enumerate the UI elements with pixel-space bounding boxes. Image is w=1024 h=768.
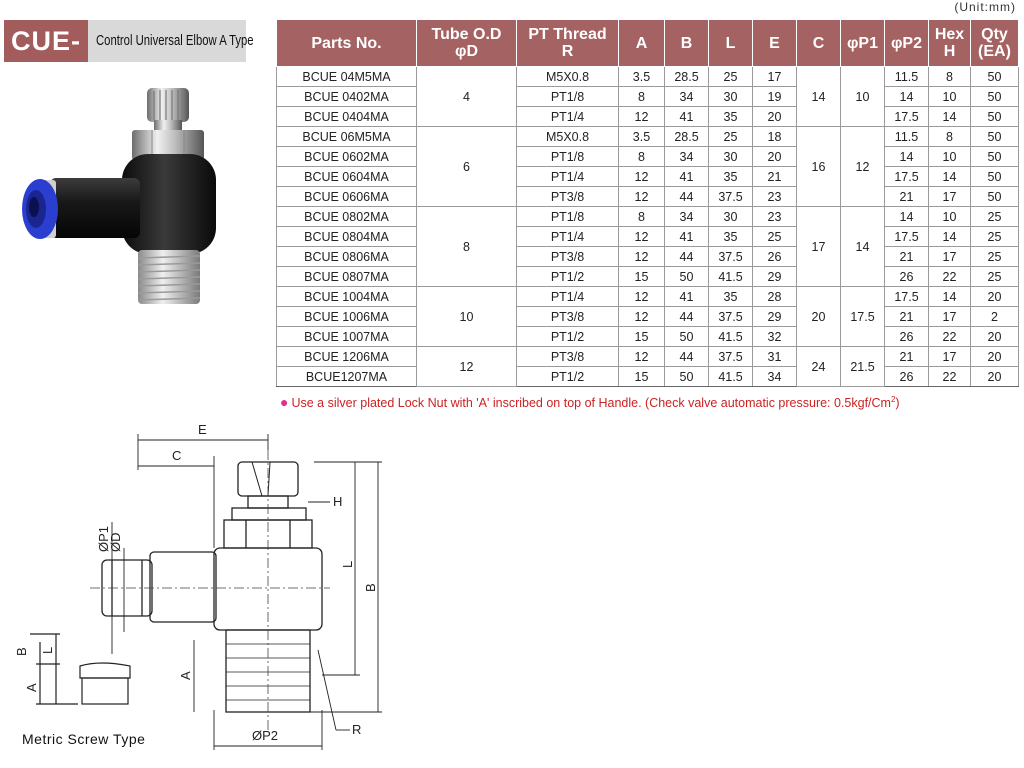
table-row	[277, 207, 1019, 227]
dim-p2-cell: 14	[885, 87, 929, 107]
thread-cell: M5X0.8	[517, 67, 619, 87]
qty-cell: 20	[971, 347, 1019, 367]
part-number-cell: BCUE 1206MA	[277, 347, 417, 367]
dim-e-cell: 19	[753, 87, 797, 107]
dim-a-cell: 12	[619, 287, 665, 307]
dim-b-cell: 28.5	[665, 67, 709, 87]
hex-cell: 22	[929, 367, 971, 387]
qty-cell: 50	[971, 127, 1019, 147]
thread-cell: PT1/2	[517, 267, 619, 287]
dim-p2-cell: 26	[885, 367, 929, 387]
column-header: C	[797, 20, 841, 67]
table-row	[277, 167, 1019, 187]
dim-b-cell: 28.5	[665, 127, 709, 147]
qty-cell: 50	[971, 67, 1019, 87]
part-number-cell: BCUE 0802MA	[277, 207, 417, 227]
column-header: Parts No.	[277, 20, 417, 67]
qty-cell: 2	[971, 307, 1019, 327]
dim-a-cell: 8	[619, 87, 665, 107]
column-header: Hex H	[929, 20, 971, 67]
dim-b-cell: 44	[665, 187, 709, 207]
part-number-cell: BCUE 0404MA	[277, 107, 417, 127]
dim-e-cell: 17	[753, 67, 797, 87]
dim-b-cell: 50	[665, 267, 709, 287]
dim-c-cell: 20	[797, 287, 841, 347]
qty-cell: 50	[971, 107, 1019, 127]
tube-od-cell: 8	[417, 207, 517, 287]
dim-a-cell: 3.5	[619, 67, 665, 87]
dim-a-cell: 8	[619, 207, 665, 227]
dim-e-cell: 23	[753, 207, 797, 227]
hex-cell: 14	[929, 287, 971, 307]
thread-cell: PT1/4	[517, 287, 619, 307]
specification-table	[276, 19, 1019, 387]
dim-label-l: L	[340, 560, 355, 568]
dim-b-cell: 41	[665, 287, 709, 307]
thread-cell: PT1/8	[517, 87, 619, 107]
part-number-cell: BCUE 0806MA	[277, 247, 417, 267]
dim-label-b: B	[363, 583, 378, 592]
table-row	[277, 87, 1019, 107]
dim-p1-cell: 12	[841, 127, 885, 207]
dim-c-cell: 14	[797, 67, 841, 127]
hex-cell: 22	[929, 327, 971, 347]
thread-cell: PT1/4	[517, 227, 619, 247]
tube-od-cell: 6	[417, 127, 517, 207]
hex-cell: 17	[929, 307, 971, 327]
dim-c-cell: 17	[797, 207, 841, 287]
product-name: Control Universal Elbow A Type	[96, 33, 254, 49]
qty-cell: 25	[971, 207, 1019, 227]
dim-b-cell: 50	[665, 367, 709, 387]
part-number-cell: BCUE 04M5MA	[277, 67, 417, 87]
table-row	[277, 347, 1019, 367]
qty-cell: 25	[971, 227, 1019, 247]
table-row	[277, 227, 1019, 247]
bullet-icon: ●	[280, 394, 289, 410]
hex-cell: 22	[929, 267, 971, 287]
dim-e-cell: 21	[753, 167, 797, 187]
thread-cell: PT3/8	[517, 347, 619, 367]
dim-b-cell: 44	[665, 347, 709, 367]
dim-p2-cell: 14	[885, 207, 929, 227]
dim-p2-cell: 21	[885, 347, 929, 367]
dim-e-cell: 29	[753, 307, 797, 327]
qty-cell: 25	[971, 247, 1019, 267]
dim-l-cell: 37.5	[709, 307, 753, 327]
hex-cell: 10	[929, 87, 971, 107]
dim-l-cell: 41.5	[709, 367, 753, 387]
dim-e-cell: 18	[753, 127, 797, 147]
dim-l-cell: 35	[709, 287, 753, 307]
dim-p1-cell: 17.5	[841, 287, 885, 347]
dim-l-cell: 37.5	[709, 187, 753, 207]
thread-cell: PT1/4	[517, 107, 619, 127]
product-code: CUE-A	[4, 20, 88, 62]
column-header: Tube O.D φD	[417, 20, 517, 67]
table-row	[277, 187, 1019, 207]
table-row	[277, 147, 1019, 167]
table-header-row	[277, 20, 1019, 67]
dim-p2-cell: 17.5	[885, 107, 929, 127]
thread-cell: PT3/8	[517, 247, 619, 267]
column-header: B	[665, 20, 709, 67]
dim-b-cell: 34	[665, 87, 709, 107]
dim-p1-cell: 21.5	[841, 347, 885, 387]
table-row	[277, 287, 1019, 307]
dim-c-cell: 16	[797, 127, 841, 207]
dim-label-h: H	[333, 494, 343, 509]
unit-note: (Unit:mm)	[954, 0, 1016, 14]
part-number-cell: BCUE 1006MA	[277, 307, 417, 327]
dim-e-cell: 28	[753, 287, 797, 307]
dim-a-cell: 15	[619, 267, 665, 287]
dim-label-e: E	[198, 422, 207, 437]
dim-e-cell: 20	[753, 147, 797, 167]
dim-l-cell: 30	[709, 207, 753, 227]
dim-e-cell: 23	[753, 187, 797, 207]
thread-cell: PT1/8	[517, 147, 619, 167]
dim-l-cell: 35	[709, 227, 753, 247]
part-number-cell: BCUE 0804MA	[277, 227, 417, 247]
qty-cell: 50	[971, 87, 1019, 107]
dim-e-cell: 25	[753, 227, 797, 247]
dim-b-cell: 41	[665, 107, 709, 127]
dim-b-cell: 44	[665, 307, 709, 327]
dim-b-cell: 44	[665, 247, 709, 267]
dim-a-cell: 12	[619, 247, 665, 267]
dim-p2-cell: 26	[885, 327, 929, 347]
dim-b-cell: 34	[665, 147, 709, 167]
hex-cell: 10	[929, 207, 971, 227]
qty-cell: 50	[971, 167, 1019, 187]
part-number-cell: BCUE 0604MA	[277, 167, 417, 187]
dim-l-cell: 25	[709, 67, 753, 87]
dim-p2-cell: 14	[885, 147, 929, 167]
dim-a-cell: 12	[619, 347, 665, 367]
column-header: φP1	[841, 20, 885, 67]
column-header: L	[709, 20, 753, 67]
dim-b-cell: 34	[665, 207, 709, 227]
dim-p1-cell: 14	[841, 207, 885, 287]
thread-cell: PT1/2	[517, 367, 619, 387]
dim-a-cell: 12	[619, 227, 665, 247]
dim-label-c: C	[172, 448, 182, 463]
small-dim-label-b: B	[14, 647, 29, 656]
dim-p2-cell: 17.5	[885, 167, 929, 187]
dim-label-p2: ØP2	[252, 728, 279, 743]
thread-cell: PT3/8	[517, 307, 619, 327]
product-photo	[14, 82, 236, 310]
column-header: PT Thread R	[517, 20, 619, 67]
dim-label-p1: ØP1	[96, 525, 111, 552]
hex-cell: 14	[929, 167, 971, 187]
dim-label-a: A	[178, 671, 193, 680]
small-dim-label-l: L	[40, 646, 55, 654]
column-header: Qty (EA)	[971, 20, 1019, 67]
dim-l-cell: 41.5	[709, 327, 753, 347]
dim-p2-cell: 21	[885, 307, 929, 327]
dim-a-cell: 12	[619, 167, 665, 187]
dim-e-cell: 26	[753, 247, 797, 267]
hex-cell: 14	[929, 227, 971, 247]
small-dim-label-a: A	[24, 683, 39, 692]
thread-cell: M5X0.8	[517, 127, 619, 147]
dim-p2-cell: 21	[885, 247, 929, 267]
qty-cell: 50	[971, 147, 1019, 167]
dim-e-cell: 31	[753, 347, 797, 367]
dim-a-cell: 12	[619, 307, 665, 327]
table-row	[277, 107, 1019, 127]
part-number-cell: BCUE 06M5MA	[277, 127, 417, 147]
part-number-cell: BCUE 0402MA	[277, 87, 417, 107]
table-row	[277, 247, 1019, 267]
qty-cell: 20	[971, 327, 1019, 347]
dim-p2-cell: 17.5	[885, 287, 929, 307]
dim-e-cell: 34	[753, 367, 797, 387]
hex-cell: 8	[929, 67, 971, 87]
dim-e-cell: 20	[753, 107, 797, 127]
dim-l-cell: 35	[709, 167, 753, 187]
dim-label-d: ØD	[108, 532, 123, 552]
dim-b-cell: 41	[665, 227, 709, 247]
part-number-cell: BCUE1207MA	[277, 367, 417, 387]
part-number-cell: BCUE 0807MA	[277, 267, 417, 287]
dim-a-cell: 15	[619, 367, 665, 387]
dim-l-cell: 30	[709, 147, 753, 167]
dim-p2-cell: 11.5	[885, 127, 929, 147]
tube-od-cell: 10	[417, 287, 517, 347]
table-row	[277, 127, 1019, 147]
dimension-drawing	[0, 410, 420, 768]
column-header: A	[619, 20, 665, 67]
part-number-cell: BCUE 1004MA	[277, 287, 417, 307]
note-tail: )	[895, 396, 900, 410]
dim-p2-cell: 17.5	[885, 227, 929, 247]
dim-l-cell: 35	[709, 107, 753, 127]
table-row	[277, 307, 1019, 327]
part-number-cell: BCUE 1007MA	[277, 327, 417, 347]
dim-l-cell: 41.5	[709, 267, 753, 287]
tube-od-cell: 4	[417, 67, 517, 127]
part-number-cell: BCUE 0602MA	[277, 147, 417, 167]
thread-cell: PT1/2	[517, 327, 619, 347]
dim-l-cell: 25	[709, 127, 753, 147]
product-title-box	[4, 20, 254, 98]
dim-p2-cell: 21	[885, 187, 929, 207]
dim-e-cell: 32	[753, 327, 797, 347]
dim-a-cell: 12	[619, 187, 665, 207]
dim-a-cell: 8	[619, 147, 665, 167]
dim-p1-cell: 10	[841, 67, 885, 127]
dim-p2-cell: 26	[885, 267, 929, 287]
hex-cell: 17	[929, 347, 971, 367]
dim-b-cell: 41	[665, 167, 709, 187]
hex-cell: 10	[929, 147, 971, 167]
part-number-cell: BCUE 0606MA	[277, 187, 417, 207]
thread-cell: PT3/8	[517, 187, 619, 207]
dim-c-cell: 24	[797, 347, 841, 387]
note-superscript: 2	[890, 394, 896, 404]
hex-cell: 14	[929, 107, 971, 127]
dim-label-r: R	[352, 722, 362, 737]
column-header: E	[753, 20, 797, 67]
metric-screw-label: Metric Screw Type	[22, 731, 146, 747]
hex-cell: 8	[929, 127, 971, 147]
table-row	[277, 267, 1019, 287]
tube-od-cell: 12	[417, 347, 517, 387]
dim-l-cell: 37.5	[709, 347, 753, 367]
table-row	[277, 327, 1019, 347]
table-row	[277, 367, 1019, 387]
qty-cell: 20	[971, 367, 1019, 387]
thread-cell: PT1/4	[517, 167, 619, 187]
dim-b-cell: 50	[665, 327, 709, 347]
qty-cell: 50	[971, 187, 1019, 207]
dim-l-cell: 37.5	[709, 247, 753, 267]
dim-p2-cell: 11.5	[885, 67, 929, 87]
hex-cell: 17	[929, 247, 971, 267]
dim-a-cell: 12	[619, 107, 665, 127]
note-text: Use a silver plated Lock Nut with 'A' inscribed on top of Handle. (Check valve automatic pressure: 0.5kgf/Cm	[291, 396, 891, 410]
dim-e-cell: 29	[753, 267, 797, 287]
table-row	[277, 67, 1019, 87]
qty-cell: 20	[971, 287, 1019, 307]
lock-nut-note	[280, 394, 900, 410]
hex-cell: 17	[929, 187, 971, 207]
dim-l-cell: 30	[709, 87, 753, 107]
qty-cell: 25	[971, 267, 1019, 287]
dim-a-cell: 3.5	[619, 127, 665, 147]
column-header: φP2	[885, 20, 929, 67]
thread-cell: PT1/8	[517, 207, 619, 227]
dim-a-cell: 15	[619, 327, 665, 347]
